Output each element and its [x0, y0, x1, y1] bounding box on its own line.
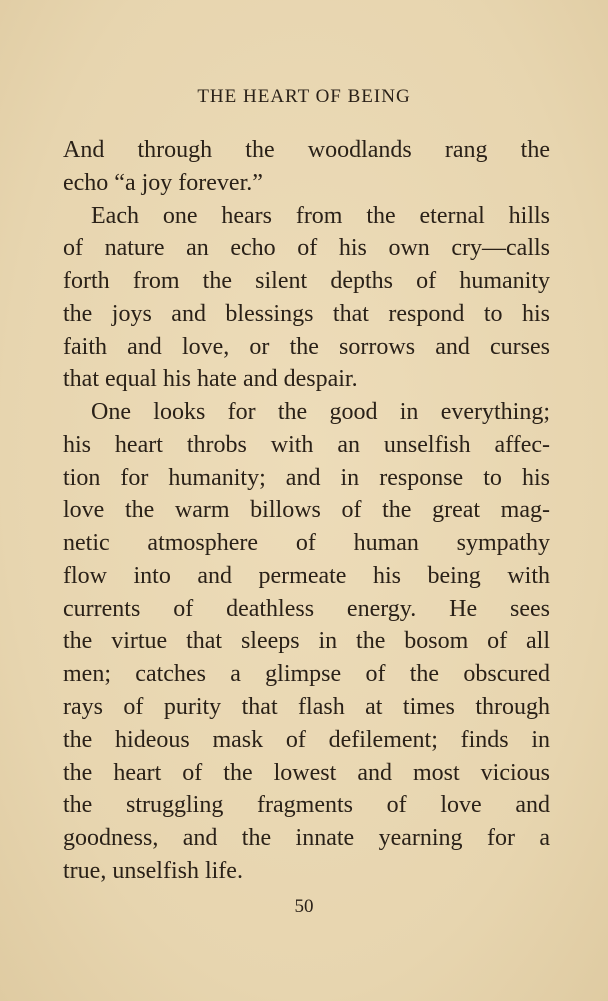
text-line: rays of purity that flash at times through [63, 694, 550, 721]
text-line: echo “a joy forever.” [63, 169, 263, 196]
text-line: love the warm billows of the great mag- [63, 497, 550, 524]
body-text [63, 134, 550, 888]
text-line: flow into and permeate his being with [63, 562, 550, 589]
text-line: the struggling fragments of love and [63, 792, 550, 819]
text-line: that equal his hate and despair. [63, 366, 358, 393]
text-line: the hideous mask of defilement; finds in [63, 726, 550, 753]
text-line: And through the woodlands rang the [63, 137, 550, 163]
text-line: the joys and blessings that respond to his [63, 300, 550, 327]
text-line: faith and love, or the sorrows and curses [63, 333, 550, 360]
text-line: of nature an echo of his own cry—calls [63, 235, 550, 262]
text-line: forth from the silent depths of humanity [63, 268, 550, 295]
text-line: currents of deathless energy. He sees [63, 595, 550, 622]
text-line: men; catches a glimpse of the obscured [63, 661, 550, 688]
text-line: Each one hears from the eternal hills [91, 202, 550, 229]
text-line: the heart of the lowest and most vicious [63, 759, 550, 786]
text-line: One looks for the good in everything; [91, 399, 550, 426]
text-line: netic atmosphere of human sympathy [63, 530, 550, 557]
text-line: his heart throbs with an unselfish affec- [63, 431, 550, 458]
text-line: tion for humanity; and in response to his [63, 464, 550, 491]
text-line: the virtue that sleeps in the bosom of all [63, 628, 550, 655]
text-line: goodness, and the innate yearning for a [63, 825, 550, 852]
text-line: true, unselfish life. [63, 857, 243, 884]
page-number: 50 [294, 896, 314, 917]
running-header: THE HEART OF BEING [197, 86, 411, 107]
